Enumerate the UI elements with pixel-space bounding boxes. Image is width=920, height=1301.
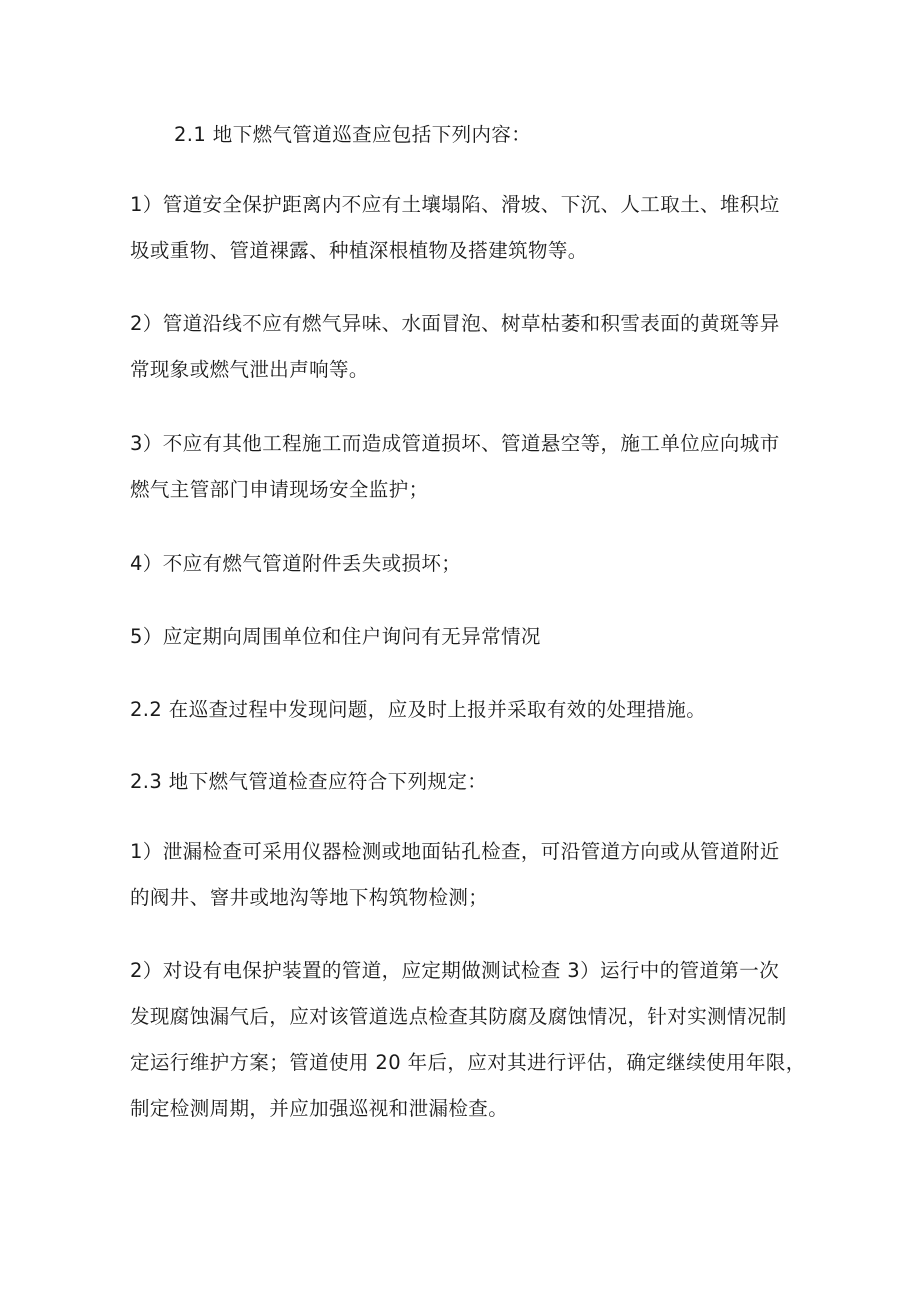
paragraph-item-5 bbox=[130, 614, 810, 660]
paragraph-item-2 bbox=[130, 301, 810, 393]
text-line: 常现象或燃气泄出声响等。 bbox=[130, 358, 369, 381]
section-2-1-heading bbox=[174, 112, 854, 158]
text-line: 4）不应有燃气管道附件丢失或损坏； bbox=[130, 552, 462, 575]
paragraph-2-3-item-1 bbox=[130, 829, 810, 921]
text-line: 1）管道安全保护距离内不应有土壤塌陷、滑坡、下沉、人工取土、堆积垃 bbox=[130, 193, 780, 216]
paragraph-item-1 bbox=[130, 182, 810, 274]
text-line: 3）不应有其他工程施工而造成管道损坏、管道悬空等，施工单位应向城市 bbox=[130, 432, 780, 455]
text-line: 1）泄漏检查可采用仪器检测或地面钻孔检查，可沿管道方向或从管道附近 bbox=[130, 840, 780, 863]
text-line: 2）管道沿线不应有燃气异味、水面冒泡、树草枯萎和积雪表面的黄斑等异 bbox=[130, 312, 780, 335]
text-line: 圾或重物、管道裸露、种植深根植物及搭建筑物等。 bbox=[130, 239, 588, 262]
paragraph-2-3-item-2 bbox=[130, 948, 810, 1132]
section-2-3-heading bbox=[130, 759, 810, 805]
section-2-2-paragraph bbox=[130, 687, 810, 733]
text-line: 2.1 地下燃气管道巡查应包括下列内容： bbox=[174, 123, 532, 146]
text-line: 2.2 在巡查过程中发现问题，应及时上报并采取有效的处理措施。 bbox=[130, 698, 707, 721]
text-line: 的阀井、窨井或地沟等地下构筑物检测； bbox=[130, 886, 489, 909]
text-line: 5）应定期向周围单位和住户询问有无异常情况 bbox=[130, 625, 541, 648]
paragraph-item-4 bbox=[130, 541, 810, 587]
paragraph-item-3 bbox=[130, 421, 810, 513]
text-line: 燃气主管部门申请现场安全监护； bbox=[130, 478, 429, 501]
text-line: 2.3 地下燃气管道检查应符合下列规定： bbox=[130, 770, 488, 793]
text-line: 发现腐蚀漏气后，应对该管道选点检查其防腐及腐蚀情况，针对实测情况制 bbox=[130, 1005, 787, 1028]
text-line: 定运行维护方案；管道使用 20 年后，应对其进行评估，确定继续使用年限， bbox=[130, 1051, 806, 1074]
text-line: 2）对设有电保护装置的管道，应定期做测试检查 3）运行中的管道第一次 bbox=[130, 959, 780, 982]
text-line: 制定检测周期，并应加强巡视和泄漏检查。 bbox=[130, 1097, 509, 1120]
